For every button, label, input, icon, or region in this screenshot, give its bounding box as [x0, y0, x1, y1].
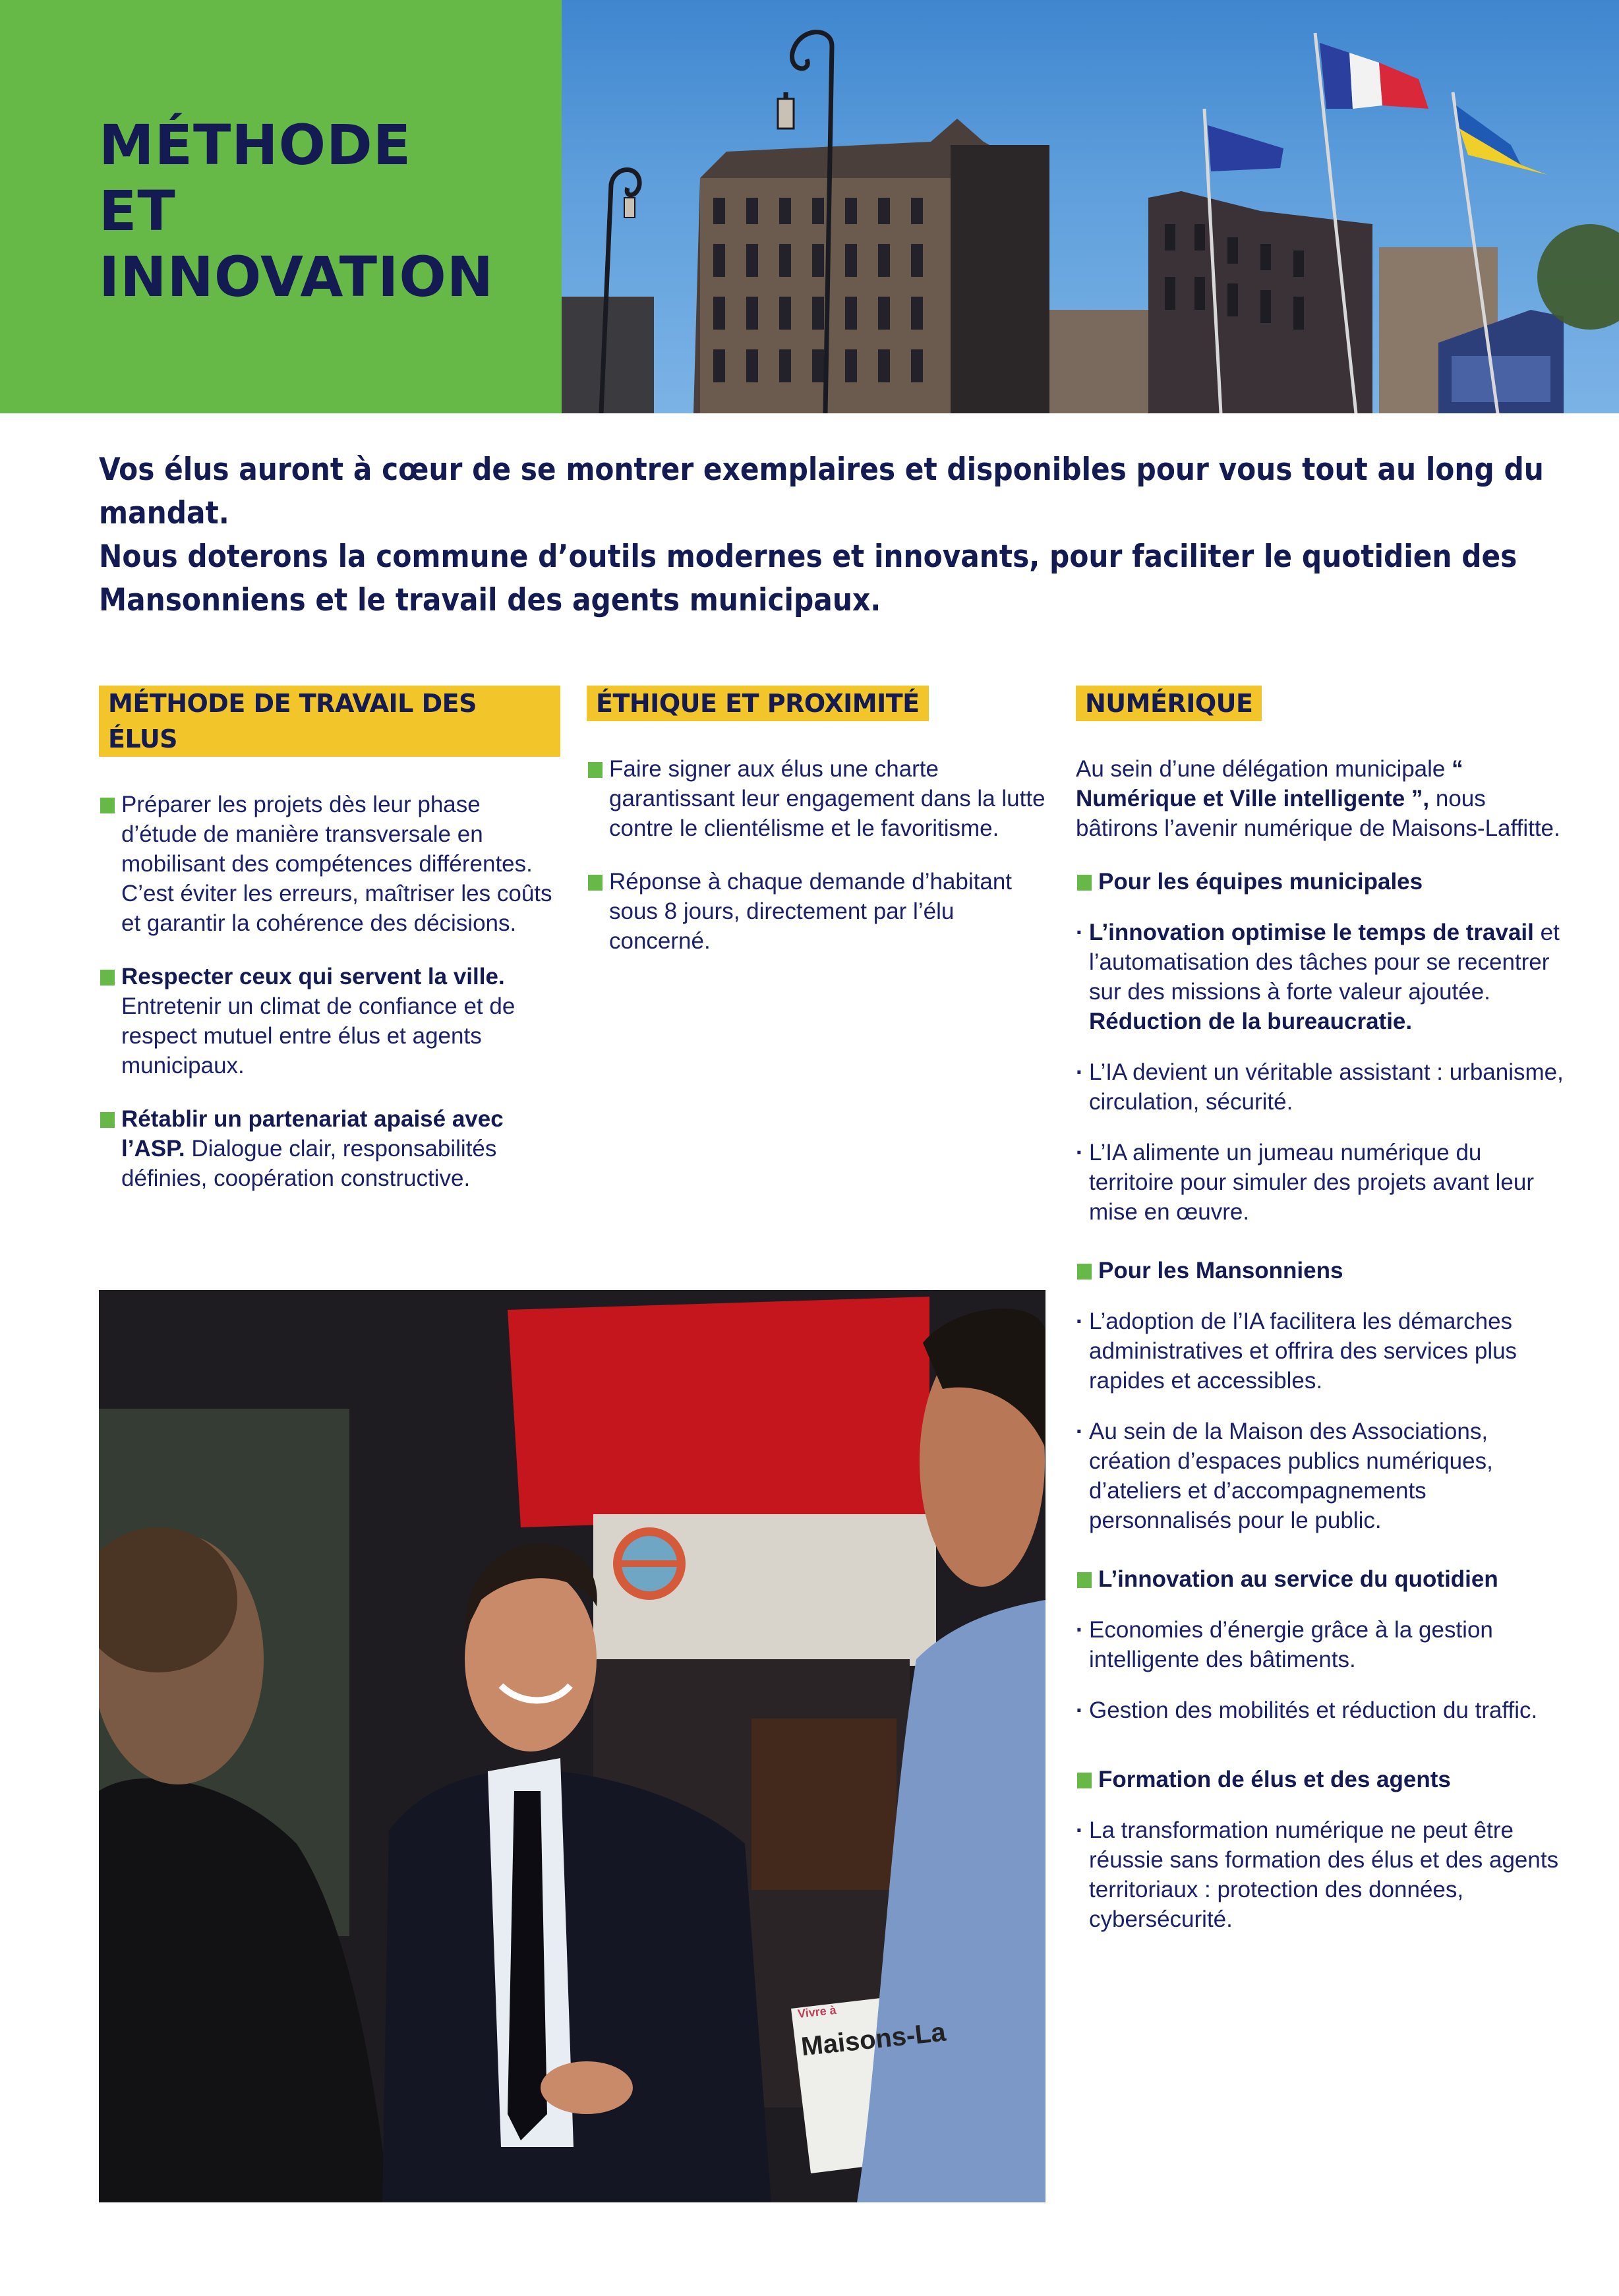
bullet-text: La transformation numérique ne peut être réussie sans formation des élus et des agents territoriaux : protection des données, cybersécurité. — [1089, 1817, 1559, 1932]
building-left — [693, 119, 1049, 413]
title-line: MÉTHODE — [99, 113, 412, 177]
section-ethique-proximite — [587, 686, 1048, 980]
dot-bullet-icon: · — [1076, 1817, 1084, 1843]
green-square-bullet-icon — [1077, 1264, 1092, 1280]
numerique-intro — [1076, 754, 1564, 843]
item-bold: Respecter ceux qui servent la ville. — [121, 964, 505, 989]
dot-bullet-icon: · — [1076, 1309, 1084, 1334]
subsection-title: Pour les équipes municipales — [1098, 869, 1423, 895]
dot-bullet-icon: · — [1076, 1697, 1084, 1723]
bullet-text: Economies d’énergie grâce à la gestion intelligente des bâtiments. — [1089, 1617, 1493, 1672]
bullet-text: L’IA alimente un jumeau numérique du territoire pour simuler des projets avant leur mise en œuvre. — [1089, 1140, 1535, 1225]
green-square-bullet-icon — [1077, 875, 1092, 891]
bullet-text: Au sein de la Maison des Associations, création d’espaces publics numériques, d’ateliers et d’accompagnements personnalisés pour le public. — [1089, 1419, 1493, 1533]
section-tag: MÉTHODE DE TRAVAIL DES ÉLUS — [99, 686, 560, 757]
list-item — [99, 790, 560, 938]
subsection-heading — [1076, 1256, 1564, 1285]
section-methode-travail — [99, 686, 560, 1217]
campaign-photo — [99, 1290, 1045, 2202]
subsection-title: Formation de élus et des agents — [1098, 1767, 1451, 1792]
bullet-item — [1076, 1417, 1564, 1535]
dot-bullet-icon: · — [1076, 920, 1084, 945]
center-man-suit — [382, 1770, 771, 2202]
item-list — [587, 754, 1048, 956]
newspaper-kicker: Vivre à — [797, 2003, 837, 2021]
bullet-item — [1076, 918, 1564, 1036]
green-square-bullet-icon — [1077, 1773, 1092, 1788]
french-flag-icon — [1320, 43, 1428, 109]
title-line: INNOVATION — [99, 245, 494, 309]
page-title — [99, 112, 494, 310]
lamp-lantern — [624, 198, 635, 218]
subsection-heading — [1076, 867, 1564, 897]
intro-bold-part: “ Numérique et Ville intelligente ”, — [1076, 756, 1463, 811]
item-text: Préparer les projets dès leur phase d’étude de manière transversale en mobilisant des compétences différentes. C’est éviter les erreurs, maîtriser les coûts et garantir la cohérence des décisions. — [121, 792, 552, 936]
bullet-text: L’adoption de l’IA facilitera les démarches administratives et offrira des services plus rapides et accessibles. — [1089, 1309, 1517, 1394]
hero-photo — [562, 0, 1619, 413]
hero-panel — [0, 0, 562, 413]
item-text: Faire signer aux élus une charte garantissant leur engagement dans la lutte contre le clientélisme et le favoritisme. — [609, 756, 1045, 841]
bullet-item — [1076, 1615, 1564, 1674]
newspaper-title: Maisons-La — [800, 2017, 947, 2062]
bullet-item — [1076, 1057, 1564, 1117]
item-list — [99, 790, 560, 1193]
bullet-item — [1076, 1138, 1564, 1227]
dot-bullet-icon: · — [1076, 1059, 1084, 1085]
dot-bullet-icon: · — [1076, 1419, 1084, 1444]
building-middle — [1049, 310, 1155, 413]
bullet-text: et l’automatisation des tâches pour se recentrer sur des missions à forte valeur ajoutée. — [1089, 920, 1560, 1005]
subsection-heading — [1076, 1765, 1564, 1794]
intro-text — [99, 448, 1549, 622]
green-square-bullet-icon — [100, 798, 115, 813]
intro-paragraph: Vos élus auront à cœur de se montrer exemplaires et disponibles pour vous tout au long du mandat. — [99, 452, 1544, 531]
item-text: Dialogue clair, responsabilités définies, coopération constructive. — [121, 1136, 497, 1191]
intro-paragraph: Nous doterons la commune d’outils modernes et innovants, pour faciliter le quotidien des Mansonniens et le travail des agents municipaux. — [99, 539, 1517, 618]
list-item — [99, 1104, 560, 1193]
subsection-title: L’innovation au service du quotidien — [1098, 1566, 1498, 1592]
bullet-text: Gestion des mobilités et réduction du traffic. — [1089, 1697, 1538, 1723]
bullet-bold: L’innovation optimise le temps de travail — [1089, 920, 1534, 945]
bullet-bold-end: Réduction de la bureaucratie. — [1089, 1009, 1413, 1034]
lamp-lantern — [778, 99, 794, 129]
red-awning — [508, 1297, 929, 1527]
campaign-photo-illustration — [99, 1290, 1045, 2202]
list-item — [587, 754, 1048, 843]
bullet-text: L’IA devient un véritable assistant : urbanisme, circulation, sécurité. — [1089, 1059, 1564, 1115]
bullet-item — [1076, 1815, 1564, 1934]
ukrainian-flag-icon — [1456, 105, 1547, 175]
intro-text-part: nous bâtirons l’avenir numérique de Maisons-Laffitte. — [1076, 786, 1560, 841]
green-square-bullet-icon — [1077, 1572, 1092, 1588]
subsection-heading — [1076, 1564, 1564, 1594]
list-item — [99, 962, 560, 1080]
section-tag: NUMÉRIQUE — [1076, 686, 1262, 721]
green-square-bullet-icon — [100, 970, 115, 986]
intro-text-part: Au sein d’une délégation municipale — [1076, 756, 1452, 782]
section-tag: ÉTHIQUE ET PROXIMITÉ — [587, 686, 929, 721]
item-text: Réponse à chaque demande d’habitant sous 8 jours, directement par l’élu concerné. — [609, 869, 1013, 954]
center-man-hand — [541, 2061, 633, 2114]
section-numerique — [1076, 686, 1564, 1934]
green-square-bullet-icon — [588, 762, 603, 778]
dot-bullet-icon: · — [1076, 1617, 1084, 1643]
eu-flag-icon — [1208, 125, 1283, 171]
green-square-bullet-icon — [588, 875, 603, 891]
bullet-item — [1076, 1695, 1564, 1725]
dot-bullet-icon: · — [1076, 1140, 1084, 1165]
title-line: ET — [99, 179, 176, 243]
city-hall-square-illustration — [562, 0, 1619, 413]
bullet-item — [1076, 1307, 1564, 1396]
item-text: Entretenir un climat de confiance et de respect mutuel entre élus et agents municipaux. — [121, 993, 515, 1078]
subsection-title: Pour les Mansonniens — [1098, 1258, 1343, 1283]
list-item — [587, 867, 1048, 956]
item-bold: Rétablir un partenariat apaisé avec l’ASP. — [121, 1106, 504, 1162]
green-square-bullet-icon — [100, 1112, 115, 1128]
